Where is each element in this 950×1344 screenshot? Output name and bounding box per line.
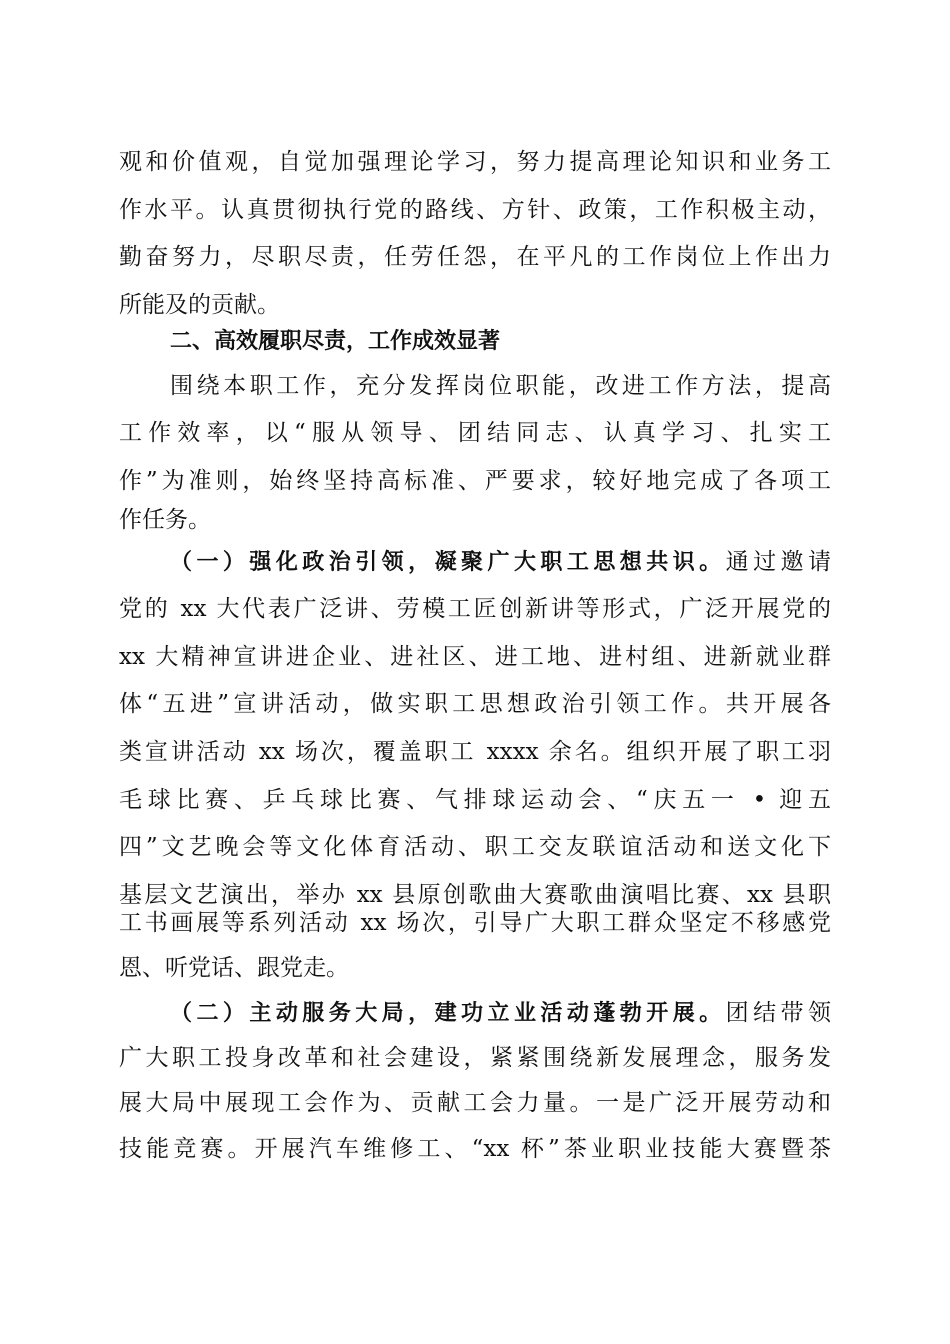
subsection-first-line (170, 993, 831, 1033)
body-line: xx 大精神宣讲进企业、进社区、进工地、进村组、进新就业群 (119, 644, 831, 670)
body-line: 恩、听党话、跟党走。 (119, 955, 349, 981)
body-line: 广大职工投身改革和社会建设，紧紧围绕新发展理念，服务发 (119, 1045, 831, 1071)
subsection-heading: （一）强化政治引领，凝聚广大职工思想共识。 (170, 550, 726, 575)
subsection-first-line (170, 542, 831, 582)
body-line: 观和价值观，自觉加强理论学习，努力提高理论知识和业务工 (119, 149, 831, 175)
body-line: 勤奋努力，尽职尽责，任劳任怨，在平凡的工作岗位上作出力 (119, 244, 831, 270)
section-heading: 二、高效履职尽责，工作成效显著 (170, 329, 501, 354)
body-text: 团结带领 (725, 1000, 831, 1026)
body-line: 党的 xx 大代表广泛讲、劳模工匠创新讲等形式，广泛开展党的 (119, 596, 831, 622)
body-line: 体“五进”宣讲活动，做实职工思想政治引领工作。共开展各 (119, 691, 831, 717)
body-text: 通过邀请 (725, 549, 831, 575)
body-line: 作”为准则，始终坚持高标准、严要求，较好地完成了各项工 (119, 468, 831, 494)
body-line: 作任务。 (119, 507, 211, 533)
body-line: 基层文艺演出，举办 xx 县原创歌曲大赛歌曲演唱比赛、xx 县职 (119, 882, 831, 908)
subsection-heading: （二）主动服务大局，建功立业活动蓬勃开展。 (170, 1001, 726, 1026)
body-line: 工书画展等系列活动 xx 场次，引导广大职工群众坚定不移感党 (119, 910, 831, 936)
body-line: 技能竞赛。开展汽车维修工、“xx 杯”茶业职业技能大赛暨茶 (119, 1136, 831, 1162)
body-line: 作水平。认真贯彻执行党的路线、方针、政策，工作积极主动， (119, 197, 831, 223)
body-line: 类宣讲活动 xx 场次，覆盖职工 xxxx 余名。组织开展了职工羽 (119, 739, 831, 765)
body-line: 围绕本职工作，充分发挥岗位职能，改进工作方法，提高 (170, 373, 831, 399)
body-line: 四”文艺晚会等文化体育活动、职工交友联谊活动和送文化下 (119, 834, 831, 860)
body-line: 毛球比赛、乒乓球比赛、气排球运动会、“庆五一 • 迎五 (119, 787, 831, 813)
body-line: 工作效率，以“服从领导、团结同志、认真学习、扎实工 (119, 420, 831, 446)
body-line: 所能及的贡献。 (119, 292, 280, 318)
body-line: 展大局中展现工会作为、贡献工会力量。一是广泛开展劳动和 (119, 1090, 831, 1116)
